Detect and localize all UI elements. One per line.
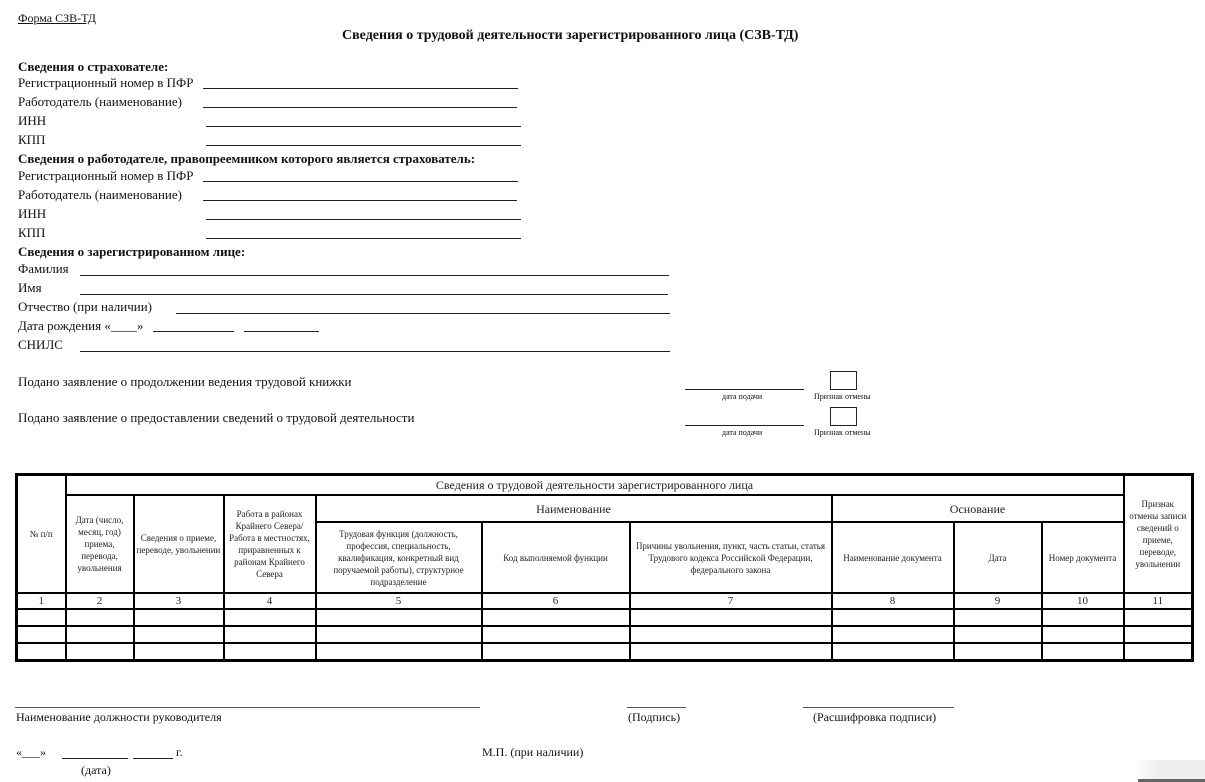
snils-label: СНИЛС xyxy=(18,337,63,352)
table-cell[interactable] xyxy=(17,609,66,626)
application-1-date-field[interactable] xyxy=(685,389,804,390)
table-cell[interactable] xyxy=(316,609,482,626)
col-number: 9 xyxy=(954,593,1042,609)
predecessor-kpp-field[interactable] xyxy=(206,238,521,239)
application-1-cancel-checkbox[interactable] xyxy=(830,371,857,390)
osnovanie-header: Основание xyxy=(832,495,1124,522)
insurer-kpp-label: КПП xyxy=(18,132,46,147)
col-header-1: № п/п xyxy=(17,475,66,594)
predecessor-kpp-label: КПП xyxy=(18,225,46,240)
table-cell[interactable] xyxy=(134,626,224,643)
col-header-2: Дата (число, месяц, год) приема, перевода, увольнения xyxy=(66,495,134,593)
col-header-3: Сведения о приеме, переводе, увольнении xyxy=(134,495,224,593)
table-cell[interactable] xyxy=(832,626,954,643)
col-header-6: Код выполняемой функции xyxy=(482,522,630,593)
table-cell[interactable] xyxy=(954,609,1042,626)
sign-date-month-field[interactable] xyxy=(62,758,128,759)
table-cell[interactable] xyxy=(316,626,482,643)
insurer-kpp-field[interactable] xyxy=(206,145,521,146)
table-cell[interactable] xyxy=(224,626,316,643)
table-cell[interactable] xyxy=(1042,626,1124,643)
insurer-employer-label: Работодатель (наименование) xyxy=(18,94,182,109)
snils-field[interactable] xyxy=(80,351,670,352)
table-cell[interactable] xyxy=(66,643,134,661)
date-caption: (дата) xyxy=(81,763,111,777)
table-cell[interactable] xyxy=(316,643,482,661)
table-cell[interactable] xyxy=(66,626,134,643)
table-cell[interactable] xyxy=(17,626,66,643)
table-cell[interactable] xyxy=(224,643,316,661)
col-header-8: Наименование документа xyxy=(832,522,954,593)
table-cell[interactable] xyxy=(1124,643,1193,661)
col-number: 8 xyxy=(832,593,954,609)
naimenovanie-header: Наименование xyxy=(316,495,832,522)
predecessor-inn-field[interactable] xyxy=(206,219,521,220)
application-2-cancel-caption: Признак отмены xyxy=(814,428,871,437)
table-cell[interactable] xyxy=(134,609,224,626)
application-1-date-caption: дата подачи xyxy=(722,392,763,401)
patronymic-field[interactable] xyxy=(176,313,670,314)
signature-decode-field[interactable] xyxy=(803,707,954,708)
insurer-inn-label: ИНН xyxy=(18,113,47,128)
insurer-reg-label: Регистрационный номер в ПФР xyxy=(18,75,194,90)
table-cell[interactable] xyxy=(482,626,630,643)
insurer-inn-field[interactable] xyxy=(206,126,521,127)
col-number: 5 xyxy=(316,593,482,609)
person-heading: Сведения о зарегистрированном лице: xyxy=(18,244,246,259)
col-header-11: Признак отмены записи сведений о приеме, переводе, увольнении xyxy=(1124,475,1193,594)
sign-date-year-field[interactable] xyxy=(133,758,173,759)
col-number: 7 xyxy=(630,593,832,609)
table-row xyxy=(17,626,1193,643)
name-field[interactable] xyxy=(80,294,668,295)
table-cell[interactable] xyxy=(954,643,1042,661)
table-cell[interactable] xyxy=(832,609,954,626)
labor-activity-table xyxy=(15,473,1194,662)
col-number: 6 xyxy=(482,593,630,609)
col-number: 11 xyxy=(1124,593,1193,609)
insurer-employer-field[interactable] xyxy=(203,107,517,108)
birthdate-label: Дата рождения «____» xyxy=(18,318,144,333)
application-2-text: Подано заявление о предоставлении сведений о трудовой деятельности xyxy=(18,410,415,425)
col-header-5: Трудовая функция (должность, профессия, специальность, квалификация, конкретный вид поручаемой работы), структурное подразделение xyxy=(316,522,482,593)
col-number: 10 xyxy=(1042,593,1124,609)
table-cell[interactable] xyxy=(482,609,630,626)
position-field[interactable] xyxy=(15,707,480,708)
surname-label: Фамилия xyxy=(18,261,69,276)
col-number: 1 xyxy=(17,593,66,609)
application-1-cancel-caption: Признак отмены xyxy=(814,392,871,401)
application-2-date-caption: дата подачи xyxy=(722,428,763,437)
insurer-heading: Сведения о страхователе: xyxy=(18,59,169,74)
predecessor-employer-field[interactable] xyxy=(203,200,517,201)
name-label: Имя xyxy=(18,280,42,295)
year-suffix: г. xyxy=(176,745,183,759)
table-cell[interactable] xyxy=(66,609,134,626)
sign-date-day[interactable]: «___» xyxy=(16,745,46,759)
insurer-reg-field[interactable] xyxy=(203,88,518,89)
col-header-10: Номер документа xyxy=(1042,522,1124,593)
table-cell[interactable] xyxy=(1124,609,1193,626)
col-number: 4 xyxy=(224,593,316,609)
table-cell[interactable] xyxy=(954,626,1042,643)
application-2-cancel-checkbox[interactable] xyxy=(830,407,857,426)
table-cell[interactable] xyxy=(1042,643,1124,661)
table-cell[interactable] xyxy=(832,643,954,661)
col-header-9: Дата xyxy=(954,522,1042,593)
predecessor-inn-label: ИНН xyxy=(18,206,47,221)
table-cell[interactable] xyxy=(1042,609,1124,626)
predecessor-reg-label: Регистрационный номер в ПФР xyxy=(18,168,194,183)
table-cell[interactable] xyxy=(482,643,630,661)
column-numbers-row xyxy=(17,593,1193,609)
position-caption: Наименование должности руководителя xyxy=(16,710,222,724)
table-row xyxy=(17,609,1193,626)
col-number: 3 xyxy=(134,593,224,609)
application-1-text: Подано заявление о продолжении ведения трудовой книжки xyxy=(18,374,352,389)
table-cell[interactable] xyxy=(134,643,224,661)
application-2-date-field[interactable] xyxy=(685,425,804,426)
table-row xyxy=(17,643,1193,661)
stamp-caption: М.П. (при наличии) xyxy=(482,745,584,759)
predecessor-reg-field[interactable] xyxy=(203,181,518,182)
birthdate-month-field[interactable] xyxy=(153,331,234,332)
signature-field[interactable] xyxy=(627,707,686,708)
col-header-7: Причины увольнения, пункт, часть статьи, статья Трудового кодекса Российской Федерации, федерального закона xyxy=(630,522,832,593)
table-cell[interactable] xyxy=(630,609,832,626)
table-group-title: Сведения о трудовой деятельности зарегистрированного лица xyxy=(66,475,1124,496)
table-cell[interactable] xyxy=(630,643,832,661)
page-title: Сведения о трудовой деятельности зарегистрированного лица (СЗВ-ТД) xyxy=(342,28,799,43)
surname-field[interactable] xyxy=(80,275,669,276)
col-header-4: Работа в районах Крайнего Севера/Работа в местностях, приравненных к районам Крайнего Севера xyxy=(224,495,316,593)
signature-caption: (Подпись) xyxy=(628,710,681,724)
table-cell[interactable] xyxy=(1124,626,1193,643)
patronymic-label: Отчество (при наличии) xyxy=(18,299,153,314)
form-label: Форма СЗВ-ТД xyxy=(18,11,96,25)
table-cell[interactable] xyxy=(17,643,66,661)
col-number: 2 xyxy=(66,593,134,609)
signature-decode-caption: (Расшифровка подписи) xyxy=(813,710,937,724)
predecessor-heading: Сведения о работодателе, правопреемником которого является страхователь: xyxy=(18,151,476,166)
table-cell[interactable] xyxy=(224,609,316,626)
predecessor-employer-label: Работодатель (наименование) xyxy=(18,187,182,202)
table-cell[interactable] xyxy=(630,626,832,643)
birthdate-year-field[interactable] xyxy=(244,331,319,332)
